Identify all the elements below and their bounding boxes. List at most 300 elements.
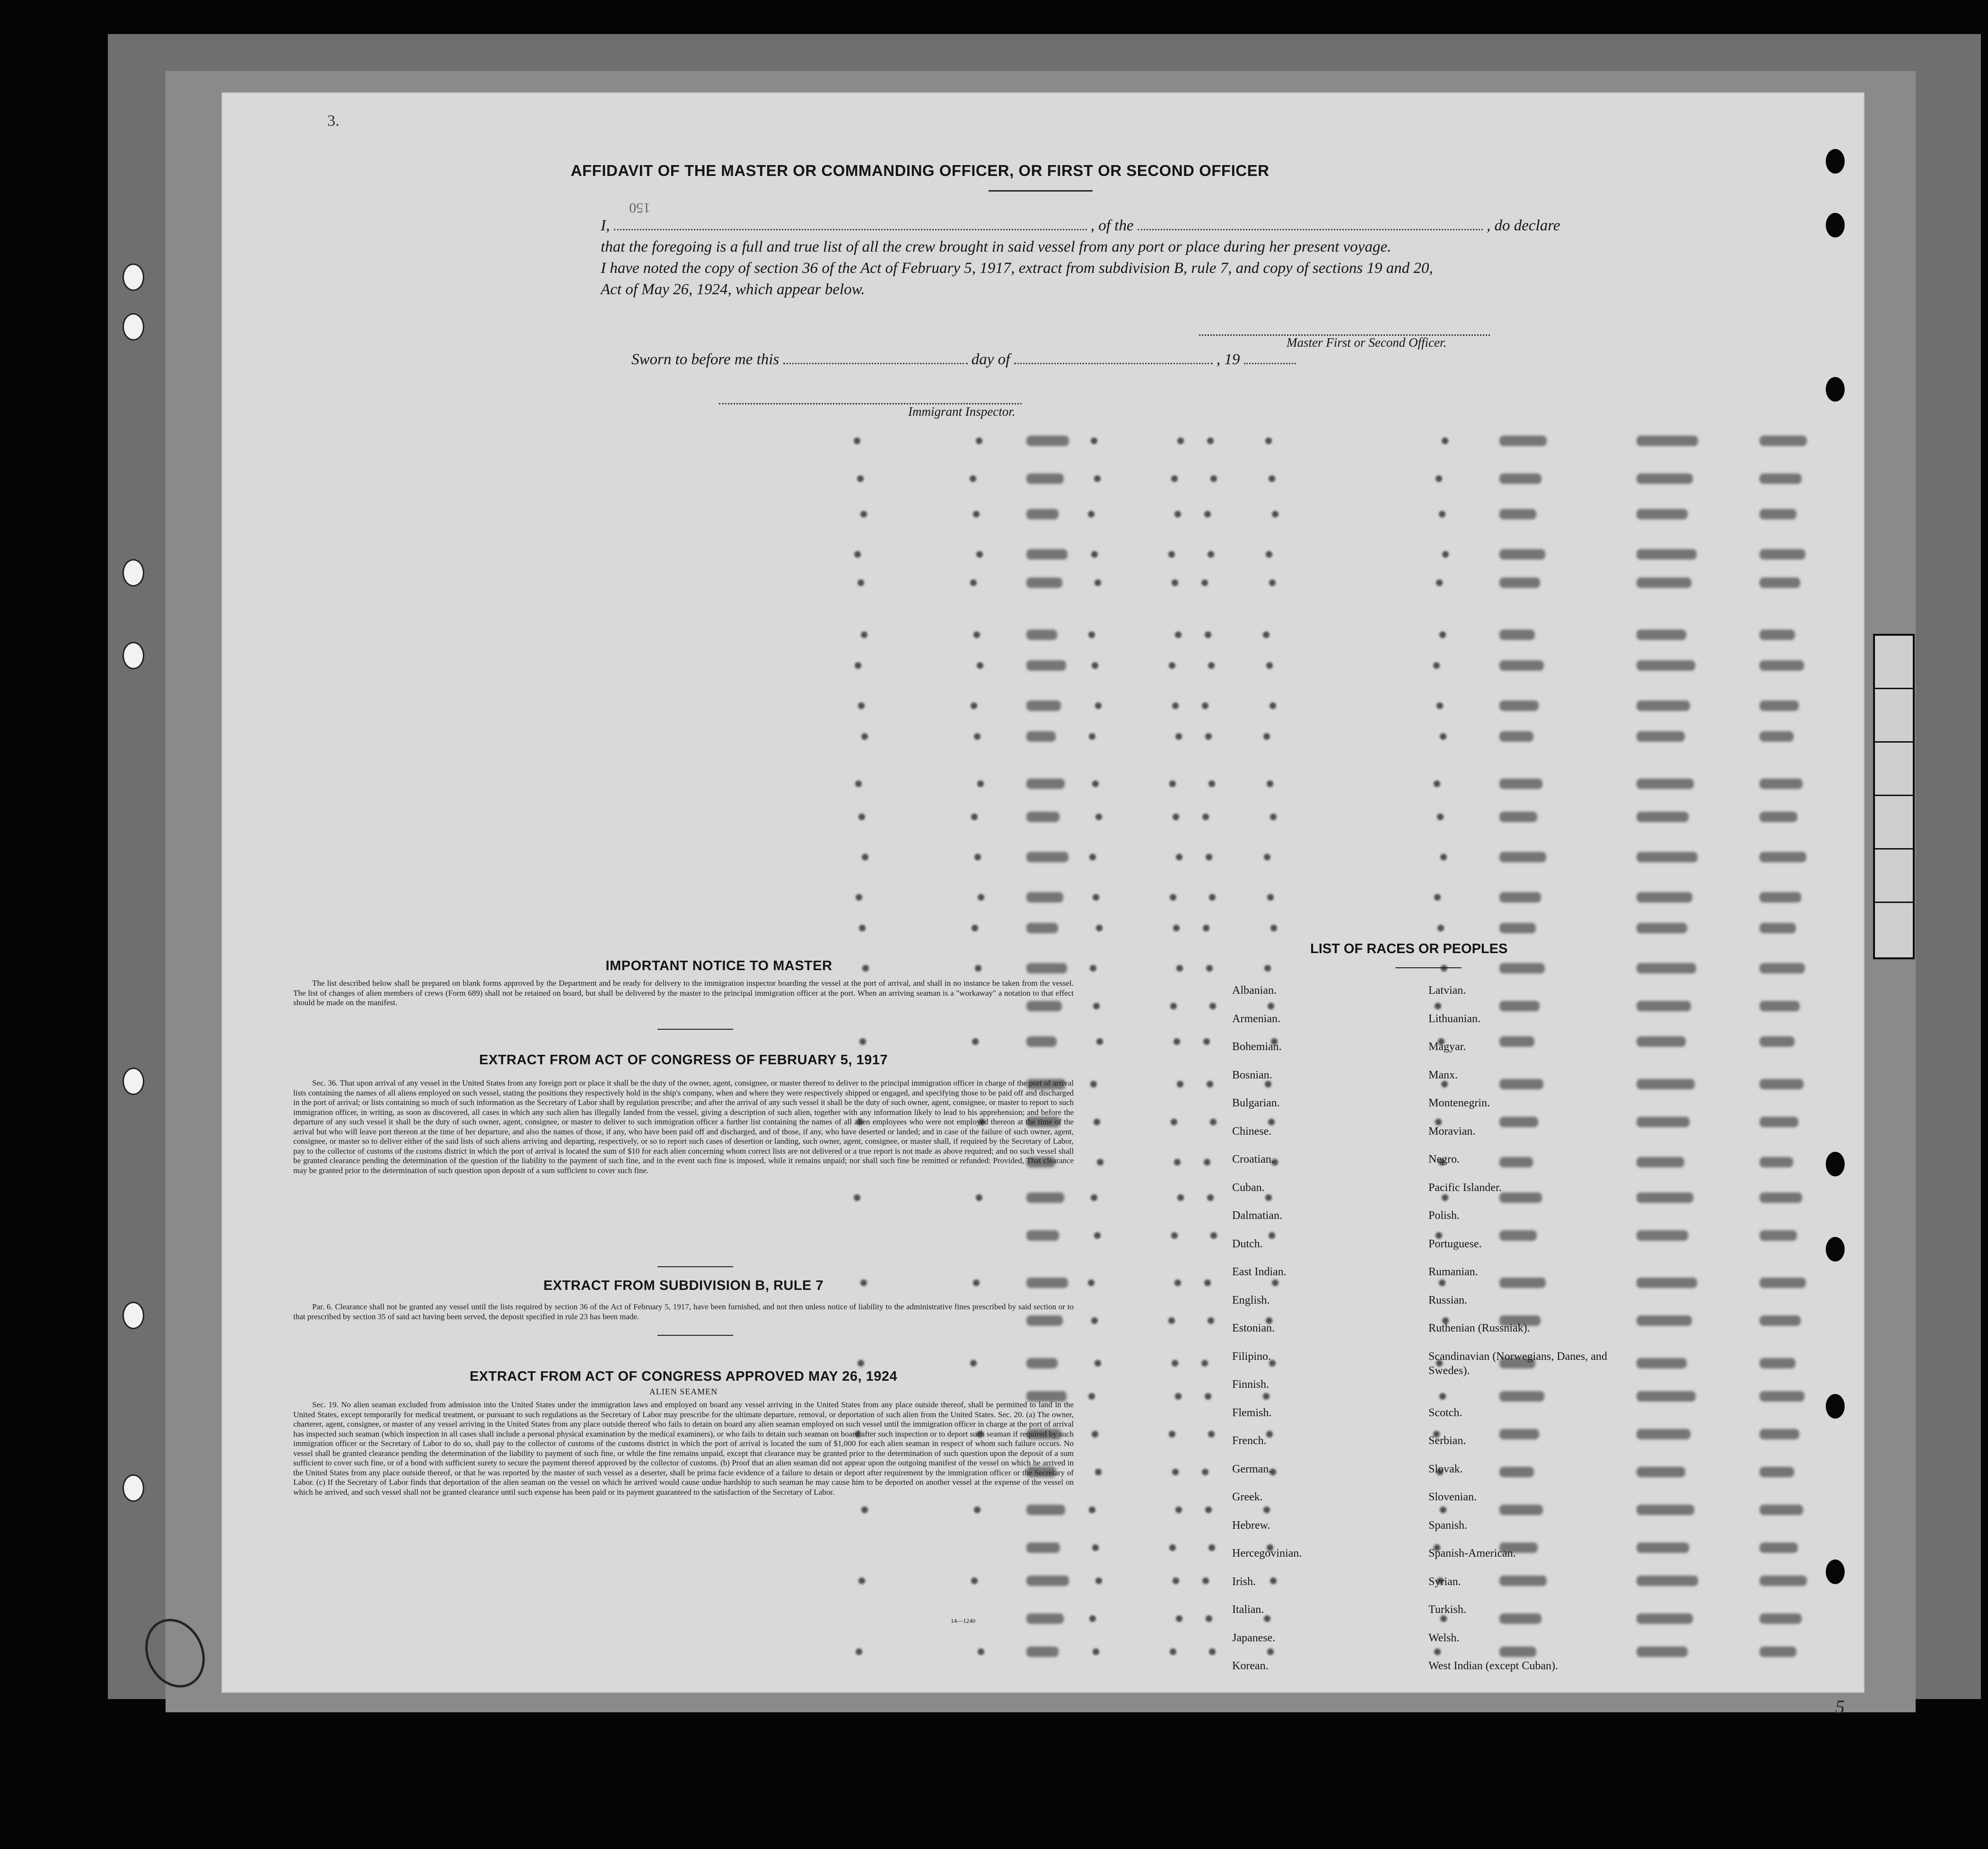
bleed-mark: [1209, 894, 1216, 901]
race-item: Montenegrin.: [1428, 1097, 1490, 1109]
bleed-mark: [858, 702, 865, 709]
bleed-mark: [1760, 779, 1803, 789]
bleed-mark: [1208, 551, 1214, 558]
bleed-mark: [1270, 702, 1276, 709]
race-item: Serbian.: [1428, 1435, 1466, 1447]
bleed-mark: [1026, 923, 1058, 933]
bleed-mark: [1092, 1544, 1099, 1551]
affidavit-i: I,: [601, 217, 610, 234]
bleed-mark: [1440, 854, 1447, 860]
bleed-mark: [1499, 852, 1546, 862]
bleed-mark: [1499, 660, 1544, 671]
bleed-row: [222, 890, 1864, 909]
bleed-mark: [1091, 1194, 1097, 1201]
bleed-mark: [1026, 1647, 1059, 1657]
bleed-mark: [1760, 812, 1797, 822]
bleed-mark: [1760, 1391, 1804, 1402]
bleed-mark: [1202, 1469, 1209, 1475]
alien-seamen-heading: ALIEN SEAMEN: [649, 1387, 718, 1396]
bleed-mark: [1203, 925, 1209, 931]
bleed-mark: [976, 1194, 982, 1201]
sworn-date-field[interactable]: [783, 351, 968, 364]
bleed-mark: [1760, 1230, 1797, 1241]
race-item: Albanian.: [1232, 984, 1277, 997]
bleed-mark: [1760, 963, 1805, 973]
bleed-mark: [1637, 1192, 1693, 1203]
bleed-mark: [1201, 1360, 1208, 1367]
race-item: Dutch.: [1232, 1237, 1263, 1250]
bleed-mark: [1026, 660, 1066, 671]
bleed-mark: [1088, 1279, 1095, 1286]
punch-hole: [1826, 1560, 1845, 1584]
bleed-mark: [1499, 549, 1545, 560]
bleed-mark: [1436, 579, 1443, 586]
bleed-mark: [1174, 1279, 1181, 1286]
bleed-mark: [1760, 1467, 1794, 1477]
bleed-mark: [1210, 1119, 1217, 1125]
race-item: Ruthenian (Russniak).: [1428, 1322, 1530, 1334]
bleed-mark: [1095, 1360, 1101, 1367]
bleed-mark: [1760, 701, 1799, 711]
bleed-mark: [1096, 925, 1103, 931]
bleed-mark: [1095, 702, 1102, 709]
bleed-mark: [1437, 925, 1444, 931]
affidavit-declare: , do declare: [1486, 217, 1560, 234]
sworn-year: , 19: [1216, 351, 1240, 368]
form-number: 14—1240: [951, 1617, 975, 1624]
bleed-mark: [1026, 1505, 1065, 1515]
bleed-mark: [1760, 1542, 1798, 1553]
race-item: Korean.: [1232, 1660, 1269, 1672]
bleed-mark: [1026, 1613, 1064, 1624]
punch-hole: [1826, 1237, 1845, 1262]
bleed-row: [222, 777, 1864, 796]
bleed-mark: [1760, 1117, 1798, 1127]
bleed-mark: [1637, 509, 1688, 519]
punch-hole: [124, 1476, 143, 1500]
punch-hole: [124, 265, 143, 289]
bleed-mark: [1499, 779, 1542, 789]
bleed-mark: [1436, 702, 1443, 709]
bleed-mark: [1442, 551, 1449, 558]
bleed-mark: [972, 925, 978, 931]
bleed-mark: [1637, 1613, 1693, 1624]
bleed-mark: [1172, 1360, 1178, 1367]
race-item: Hercegovinian.: [1232, 1547, 1302, 1560]
bleed-mark: [1204, 1159, 1210, 1165]
bleed-mark: [1265, 438, 1272, 444]
bleed-row: [222, 699, 1864, 718]
punch-hole: [1826, 1152, 1845, 1176]
bleed-mark: [1637, 1278, 1697, 1288]
bleed-mark: [1172, 1469, 1179, 1475]
bleed-mark: [1760, 1647, 1796, 1657]
inspector-caption: Immigrant Inspector.: [908, 404, 1016, 419]
bleed-mark: [1208, 1431, 1215, 1437]
bleed-mark: [859, 925, 866, 931]
race-item: Croatian.: [1232, 1153, 1274, 1165]
bleed-mark: [1026, 701, 1061, 711]
race-item: Polish.: [1428, 1209, 1460, 1222]
bleed-mark: [1433, 662, 1440, 669]
bleed-mark: [1499, 509, 1536, 519]
affidavit-line-1: [601, 217, 1560, 235]
bleed-mark: [861, 733, 868, 740]
bleed-mark: [1760, 1001, 1800, 1011]
bleed-mark: [1264, 854, 1270, 860]
bleed-mark: [1760, 1278, 1806, 1288]
punch-hole: [1826, 377, 1845, 402]
extract-1917-rule: [657, 1266, 733, 1267]
bleed-mark: [1760, 1505, 1803, 1515]
race-item: Syrian.: [1428, 1575, 1461, 1588]
bleed-mark: [1637, 1391, 1696, 1402]
bleed-mark: [1026, 892, 1063, 903]
bleed-mark: [862, 854, 868, 860]
title-rule: [989, 190, 1093, 192]
bleed-mark: [1177, 1194, 1184, 1201]
bleed-row: [222, 507, 1864, 526]
bleed-mark: [977, 662, 983, 669]
bleed-mark: [1170, 1648, 1176, 1655]
bleed-mark: [1096, 1038, 1103, 1045]
race-item: Welsh.: [1428, 1631, 1460, 1644]
bleed-mark: [1089, 1615, 1096, 1622]
bleed-mark: [1499, 701, 1539, 711]
bleed-row: [222, 729, 1864, 748]
race-item: Armenian.: [1232, 1012, 1280, 1025]
race-item: Filipino.: [1232, 1350, 1271, 1363]
subdivision-heading: EXTRACT FROM SUBDIVISION B, RULE 7: [543, 1278, 824, 1293]
bleed-mark: [1169, 780, 1176, 787]
bleed-mark: [1089, 1507, 1095, 1513]
bleed-mark: [1026, 731, 1056, 742]
bleed-mark: [1205, 631, 1211, 638]
affidavit-line-4: Act of May 26, 1924, which appear below.: [601, 281, 865, 298]
bleed-mark: [970, 579, 977, 586]
bleed-mark: [1176, 854, 1182, 860]
bleed-mark: [1269, 475, 1275, 482]
bleed-mark: [1092, 780, 1099, 787]
bleed-mark: [1094, 1232, 1101, 1239]
bleed-mark: [1169, 1544, 1176, 1551]
bleed-mark: [1174, 511, 1181, 517]
bleed-mark: [1207, 1194, 1214, 1201]
bleed-mark: [1026, 436, 1069, 446]
bleed-mark: [1202, 814, 1209, 820]
races-left-column: [1232, 983, 1302, 1687]
bleed-mark: [1760, 509, 1796, 519]
bleed-mark: [1203, 1038, 1210, 1045]
sworn-line: [631, 351, 1296, 368]
punch-hole: [124, 1303, 143, 1328]
bleed-mark: [1168, 1317, 1175, 1324]
bleed-mark: [1637, 1315, 1692, 1326]
race-item: Magyar.: [1428, 1041, 1466, 1053]
bleed-mark: [1093, 894, 1099, 901]
bleed-mark: [1090, 965, 1096, 972]
name-field[interactable]: [614, 218, 1087, 230]
bleed-mark: [976, 551, 983, 558]
bleed-mark: [1499, 923, 1536, 933]
bleed-row: [222, 810, 1864, 829]
race-item: Flemish.: [1232, 1406, 1272, 1419]
race-item: Cuban.: [1232, 1181, 1265, 1194]
race-item: Moravian.: [1428, 1125, 1476, 1138]
bleed-mark: [1202, 1577, 1209, 1584]
punch-hole: [124, 1069, 143, 1094]
bleed-mark: [1442, 438, 1448, 444]
corner-mark: 3.: [327, 112, 340, 130]
race-item: Greek.: [1232, 1491, 1263, 1503]
bleed-mark: [1760, 892, 1801, 903]
bleed-mark: [858, 814, 865, 820]
notice-rule: [657, 1029, 733, 1030]
bleed-mark: [1206, 965, 1213, 972]
bleed-mark: [1097, 1159, 1103, 1165]
bleed-mark: [1026, 549, 1068, 560]
bleed-mark: [855, 662, 861, 669]
race-item: Lithuanian.: [1428, 1012, 1480, 1025]
race-item: Irish.: [1232, 1575, 1256, 1588]
race-item: Turkish.: [1428, 1604, 1466, 1616]
affidavit-line-3: I have noted the copy of section 36 of the Act of February 5, 1917, extract from subdivision B, rule 7, and copy of sections 19 and 20,: [601, 260, 1433, 277]
bleed-mark: [1637, 1001, 1691, 1011]
bleed-mark: [1026, 630, 1057, 640]
bleed-mark: [1169, 1431, 1175, 1437]
race-item: Manx.: [1428, 1069, 1458, 1081]
bleed-mark: [1095, 1577, 1102, 1584]
bleed-mark: [971, 1577, 978, 1584]
race-item: Spanish-American.: [1428, 1547, 1516, 1560]
bleed-mark: [1209, 1544, 1215, 1551]
bleed-mark: [1208, 662, 1215, 669]
race-item: Rumanian.: [1428, 1266, 1478, 1278]
bleed-mark: [854, 551, 861, 558]
bleed-mark: [855, 780, 862, 787]
bleed-mark: [1026, 812, 1060, 822]
bleed-mark: [1637, 1079, 1695, 1089]
stamp-number: 150: [629, 200, 650, 216]
race-item: Chinese.: [1232, 1125, 1272, 1138]
bleed-mark: [1760, 852, 1806, 862]
bleed-mark: [1637, 578, 1691, 588]
bleed-mark: [1637, 779, 1694, 789]
race-item: Pacific Islander.: [1428, 1181, 1502, 1194]
bleed-mark: [1026, 509, 1059, 519]
bleed-mark: [976, 438, 982, 444]
bleed-mark: [854, 438, 860, 444]
bleed-mark: [1176, 965, 1183, 972]
bleed-mark: [1637, 549, 1697, 560]
bleed-mark: [1026, 578, 1062, 588]
bleed-mark: [1201, 579, 1208, 586]
bleed-mark: [1637, 1036, 1686, 1047]
race-item: Scandinavian (Norwegians, Danes, and Swedes).: [1428, 1350, 1607, 1377]
bleed-mark: [1090, 1081, 1097, 1087]
bleed-mark: [1026, 1192, 1064, 1203]
bleed-mark: [1637, 1429, 1690, 1439]
extract-1924-heading: EXTRACT FROM ACT OF CONGRESS APPROVED MAY 26, 1924: [469, 1369, 898, 1384]
bleed-mark: [1760, 660, 1804, 671]
bleed-mark: [1637, 1542, 1689, 1553]
sworn-month-field[interactable]: [1014, 351, 1213, 364]
bleed-mark: [1637, 812, 1689, 822]
bleed-mark: [1210, 1232, 1217, 1239]
bleed-mark: [1207, 1081, 1213, 1087]
race-item: Japanese.: [1232, 1631, 1276, 1644]
punch-hole: [1826, 213, 1845, 237]
bleed-mark: [1177, 438, 1184, 444]
race-item: Finnish.: [1232, 1378, 1270, 1391]
bleed-mark: [1168, 551, 1175, 558]
bleed-mark: [1094, 475, 1101, 482]
extract-1917-body: Sec. 36. That upon arrival of any vessel in the United States from any foreign port or place it shall be the duty of the owner, agent, consignee, or master thereof to deliver to the principal immigration officer in charge of the port of arrival lists containing the names of all aliens employed on such vessel, stating the positions they respectively hold in the ship's company, when and where they were respectively shipped or engaged, and specifying those to be paid off and discharged in the port of arrival; or lists containing so much of such information as the Secretary of Labor shall by regulation prescribe; and after the arrival of any such vessel it shall be the duty of such owner, agent, consignee, or master to report to such immigration officer, in writing, as soon as discovered, all cases in which any such alien has illegally landed from the vessel, giving a description of such alien, together with any information likely to lead to his apprehension; and before the departure of any such vessel it shall be the duty of such owner, agent, consignee, or master to deliver to such immigration officer a further list containing the names of all alien employees who were not employed thereon at the time of the arrival but who will leave port thereon at the time of her departure, and also the names of those, if any, who have been paid off and discharged, and of those, if any, who have deserted or landed; and in case of the failure of such owner, agent, consignee, or master so to deliver either of the said lists of such aliens arriving and departing, respectively, or so to report such cases of desertion or landing, such owner, agent, consignee, or master shall, if required by the Secretary of Labor, pay to the collector of customs of the customs district in which the port of arrival is located the sum of $10 for each alien concerning whom correct lists are not delivered or a true report is not made as above required; and no such vessel shall be granted clearance pending the determination of the question of the liability to the payment of such fine, and in the event such fine is imposed, while it remains unpaid; nor shall such fine be remitted or refunded: Provided, That clearance may be granted prior to the determination of such question upon deposit of a sum sufficient to cover such fine.: [293, 1078, 1074, 1175]
bleed-mark: [1175, 1507, 1182, 1513]
manifest-page: [222, 93, 1864, 1692]
punch-hole: [1826, 1394, 1845, 1419]
bleed-mark: [1205, 1393, 1211, 1400]
bleed-row: [222, 850, 1864, 869]
race-item: Italian.: [1232, 1604, 1264, 1616]
bleed-mark: [1499, 963, 1545, 973]
bleed-mark: [1266, 662, 1273, 669]
bleed-mark: [1169, 662, 1175, 669]
bleed-mark: [1272, 511, 1279, 517]
bleed-mark: [1499, 630, 1535, 640]
punch-hole: [1826, 149, 1845, 174]
bleed-mark: [858, 1577, 865, 1584]
bleed-mark: [1171, 1232, 1178, 1239]
bleed-mark: [858, 579, 864, 586]
bleed-mark: [1434, 780, 1440, 787]
bleed-mark: [1206, 854, 1212, 860]
bleed-mark: [978, 894, 984, 901]
bleed-row: [222, 547, 1864, 566]
bleed-mark: [1499, 731, 1533, 742]
race-item: Slovenian.: [1428, 1491, 1477, 1503]
bleed-mark: [1637, 892, 1692, 903]
races-title: LIST OF RACES OR PEOPLES: [1310, 941, 1508, 956]
bleed-mark: [1208, 1317, 1214, 1324]
race-item: Bohemian.: [1232, 1041, 1282, 1053]
bleed-mark: [1089, 854, 1096, 860]
bleed-mark: [1499, 578, 1540, 588]
bleed-mark: [970, 475, 976, 482]
race-item: Latvian.: [1428, 984, 1466, 997]
vessel-field[interactable]: [1138, 218, 1483, 230]
bleed-row: [222, 628, 1864, 647]
bleed-mark: [1174, 1159, 1181, 1165]
bleed-mark: [1171, 1119, 1177, 1125]
bleed-mark: [1267, 780, 1273, 787]
bleed-mark: [1499, 473, 1541, 484]
bleed-mark: [1760, 1157, 1793, 1167]
race-item: Bosnian.: [1232, 1069, 1272, 1081]
bleed-mark: [1267, 894, 1274, 901]
bleed-mark: [1637, 1505, 1694, 1515]
bleed-mark: [1439, 511, 1445, 517]
subdivision-rule: [657, 1335, 733, 1336]
bleed-mark: [1173, 1577, 1179, 1584]
bleed-mark: [1202, 702, 1209, 709]
bleed-mark: [1175, 631, 1182, 638]
race-item: Russian.: [1428, 1294, 1468, 1306]
sworn-prefix: Sworn to before me this: [631, 351, 779, 368]
bleed-mark: [1760, 1429, 1799, 1439]
affidavit-title: AFFIDAVIT OF THE MASTER OR COMMANDING OFFICER, OR FIRST OR SECOND OFFICER: [570, 162, 1270, 179]
bleed-mark: [974, 854, 981, 860]
bleed-mark: [1637, 1576, 1698, 1586]
bleed-mark: [1026, 1542, 1060, 1553]
bleed-mark: [1172, 702, 1179, 709]
bleed-mark: [1637, 963, 1696, 973]
race-item: Slovak.: [1428, 1463, 1463, 1475]
bleed-mark: [857, 475, 864, 482]
bleed-mark: [1092, 662, 1098, 669]
bleed-mark: [973, 511, 980, 517]
bleed-mark: [1088, 1393, 1095, 1400]
bleed-mark: [1760, 1315, 1801, 1326]
bleed-mark: [971, 814, 978, 820]
bleed-mark: [1269, 579, 1276, 586]
bleed-mark: [1760, 1613, 1802, 1624]
bleed-mark: [1760, 473, 1802, 484]
bleed-mark: [1434, 894, 1441, 901]
sworn-year-field[interactable]: [1244, 351, 1296, 364]
bleed-mark: [1263, 733, 1270, 740]
bleed-row: [222, 434, 1864, 453]
bleed-mark: [1637, 1467, 1685, 1477]
race-item: Bulgarian.: [1232, 1097, 1280, 1109]
race-item: Dalmatian.: [1232, 1209, 1282, 1222]
bleed-mark: [1095, 579, 1101, 586]
bleed-mark: [1637, 1230, 1688, 1241]
bleed-mark: [856, 1648, 862, 1655]
punch-hole: [124, 561, 143, 585]
bleed-mark: [1266, 551, 1272, 558]
right-tab-box: [1873, 634, 1915, 959]
bleed-mark: [1091, 1317, 1098, 1324]
bleed-mark: [1760, 1358, 1795, 1368]
race-item: West Indian (except Cuban).: [1428, 1660, 1558, 1672]
bleed-mark: [1177, 1081, 1183, 1087]
bleed-mark: [1760, 731, 1794, 742]
bleed-mark: [1637, 1117, 1690, 1127]
bleed-mark: [1176, 1615, 1182, 1622]
bleed-mark: [1170, 894, 1176, 901]
race-item: Negro.: [1428, 1153, 1460, 1165]
bleed-mark: [1760, 436, 1807, 446]
bleed-mark: [1026, 473, 1064, 484]
bleed-mark: [1171, 475, 1178, 482]
bleed-mark: [1441, 965, 1447, 972]
bleed-mark: [1205, 733, 1212, 740]
bleed-mark: [1760, 1036, 1795, 1047]
race-item: Portuguese.: [1428, 1237, 1482, 1250]
bleed-mark: [1637, 1157, 1684, 1167]
bleed-mark: [1095, 814, 1102, 820]
bleed-mark: [1094, 1119, 1100, 1125]
bleed-mark: [1264, 965, 1271, 972]
bleed-mark: [1175, 1393, 1182, 1400]
bleed-mark: [1637, 473, 1693, 484]
bleed-mark: [858, 1360, 864, 1367]
bleed-mark: [1093, 1003, 1100, 1009]
bleed-mark: [1095, 1469, 1102, 1475]
bleed-mark: [1760, 549, 1805, 560]
bleed-mark: [856, 894, 862, 901]
